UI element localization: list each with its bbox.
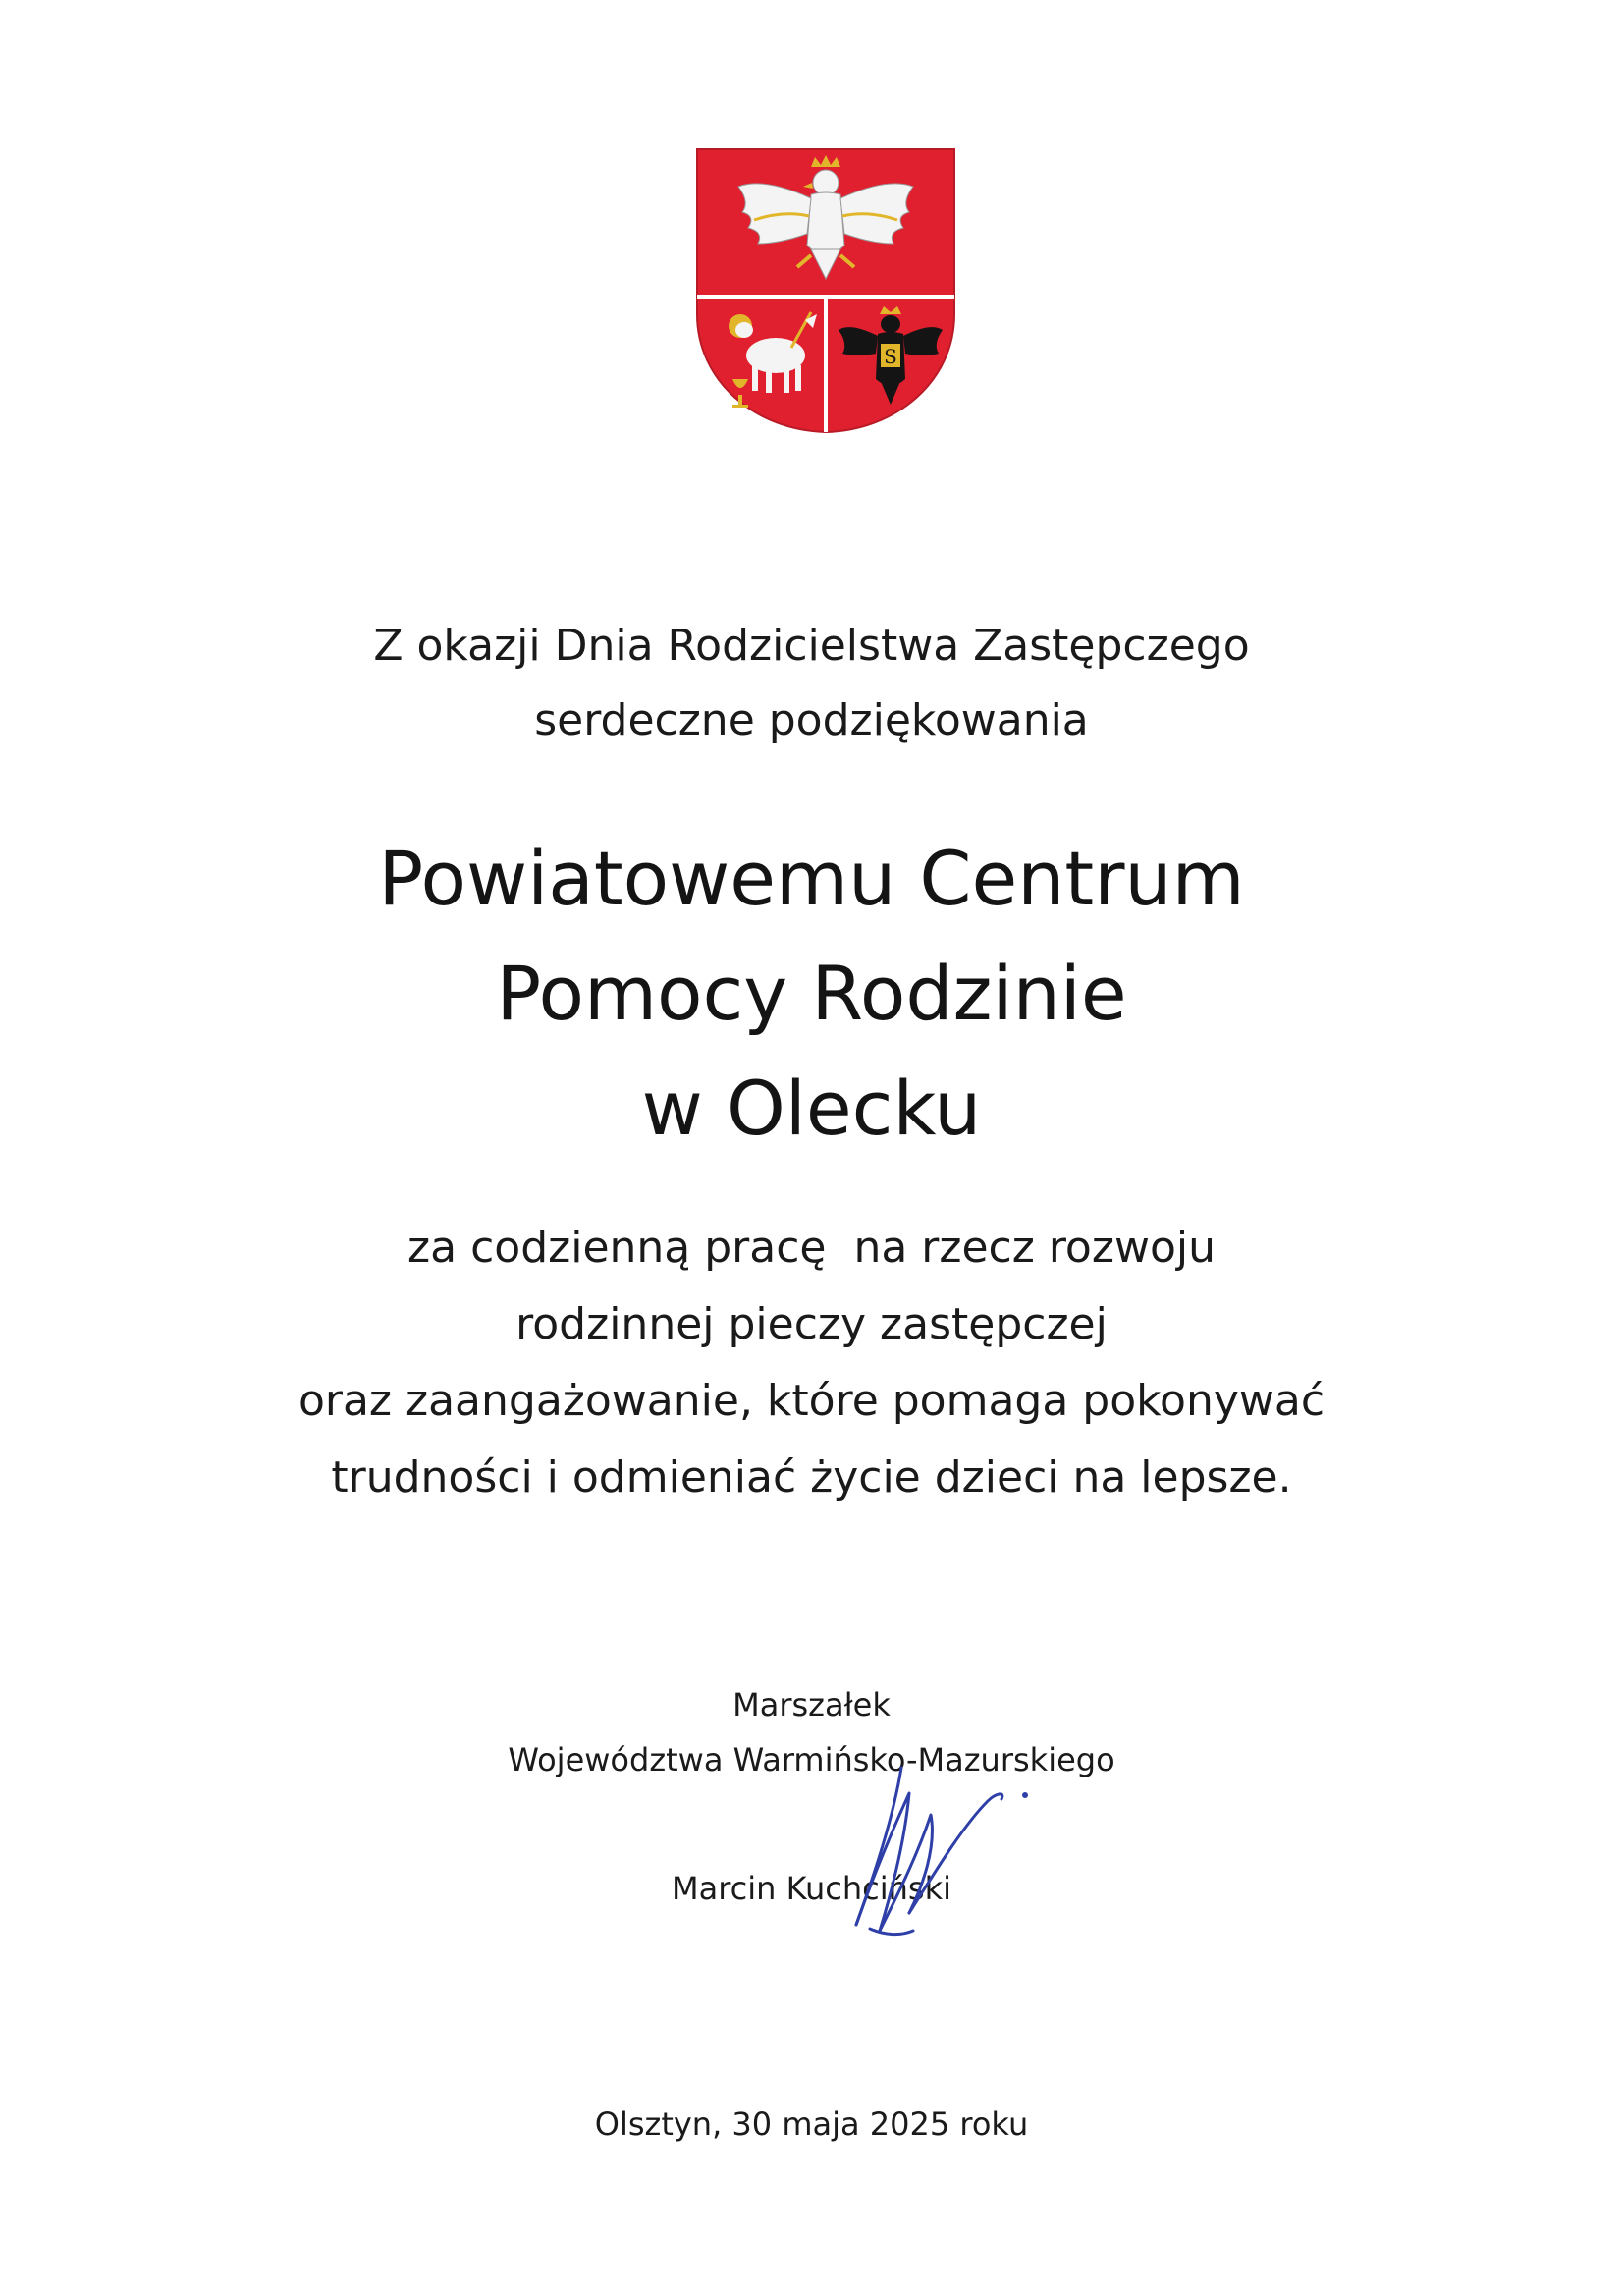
signer-name	[0, 1864, 1623, 1913]
reason-line-3: oraz zaangażowanie, które pomaga pokonywać	[298, 1376, 1325, 1426]
place-date	[0, 2100, 1623, 2149]
reason-text	[0, 1210, 1623, 1516]
place-date-text: Olsztyn, 30 maja 2025 roku	[594, 2105, 1029, 2143]
reason-line-2: rodzinnej pieczy zastępczej	[515, 1299, 1108, 1349]
warmia-masuria-coat-of-arms-icon	[695, 147, 956, 434]
recipient-line-1: Powiatowemu Centrum	[378, 835, 1245, 922]
recipient-line-3: w Olecku	[641, 1065, 982, 1152]
recipient-name	[0, 821, 1623, 1166]
recipient-line-2: Pomocy Rodzinie	[496, 950, 1127, 1037]
signer-title	[0, 1677, 1623, 1787]
reason-line-4: trudności i odmieniać życie dzieci na lepsze.	[331, 1452, 1292, 1503]
signer-title-line-2: Województwa Warmińsko-Mazurskiego	[508, 1741, 1115, 1778]
intro-line-2: serdeczne podziękowania	[534, 695, 1089, 745]
reason-line-1: za codzienną pracę na rzecz rozwoju	[407, 1223, 1216, 1273]
handwritten-signature	[815, 1738, 1051, 1944]
intro-text	[0, 609, 1623, 758]
signer-title-line-1: Marszałek	[732, 1686, 891, 1723]
svg-text:S: S	[884, 345, 897, 368]
signer-name-text: Marcin Kuchciński	[671, 1870, 951, 1907]
intro-line-1: Z okazji Dnia Rodzicielstwa Zastępczego	[373, 621, 1250, 671]
